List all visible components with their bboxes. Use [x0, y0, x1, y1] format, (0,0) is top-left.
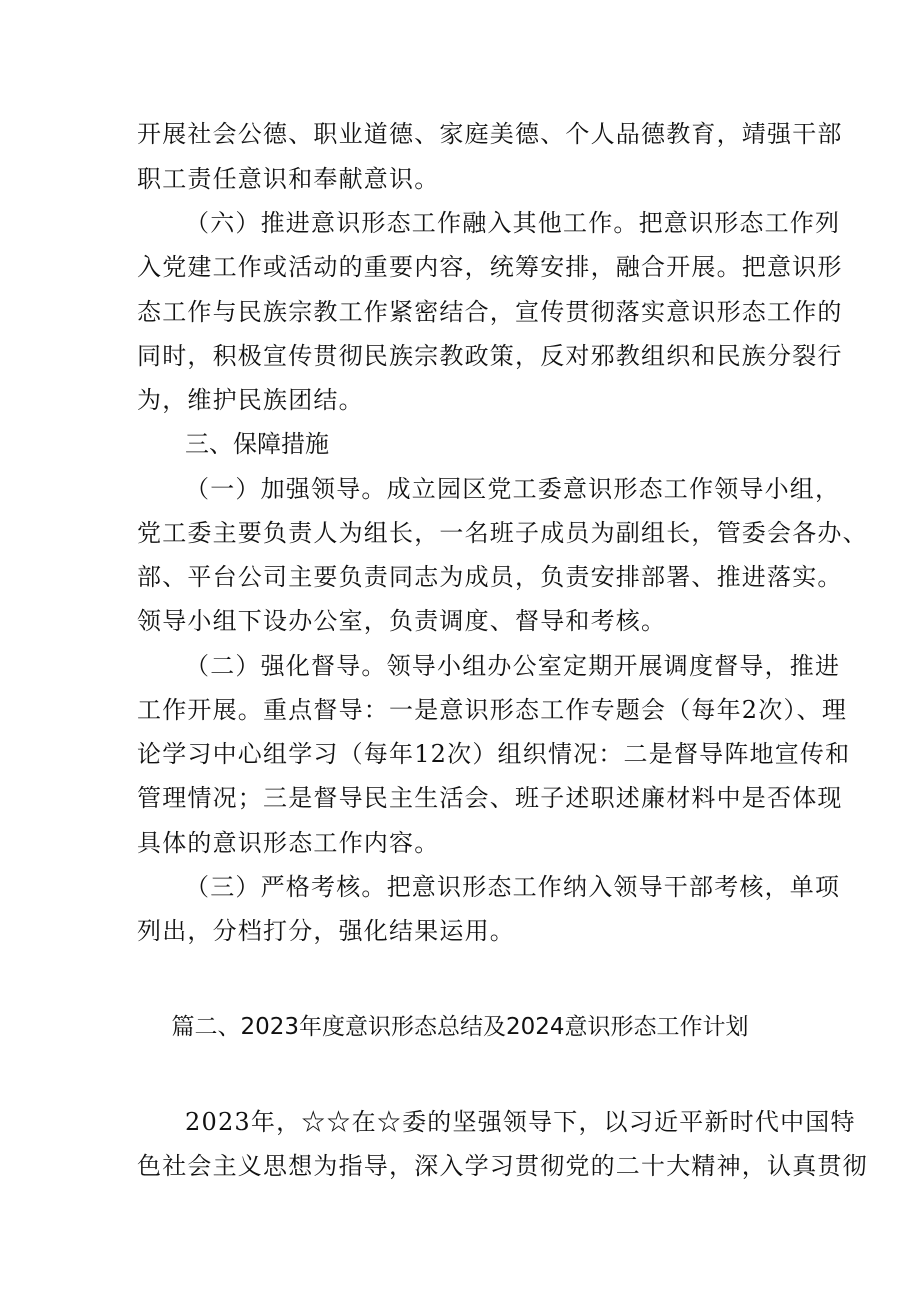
paragraph-line: 管理情况；三是督导民主生活会、班子述职述廉材料中是否体现	[137, 784, 843, 812]
paragraph-line: 列出，分档打分，强化结果运用。	[137, 917, 515, 945]
paragraph-line: 工作开展。重点督导：一是意识形态工作专题会（每年2次）、理	[137, 696, 848, 724]
paragraph-line: 同时，积极宣传贯彻民族宗教政策，反对邪教组织和民族分裂行	[137, 342, 843, 370]
paragraph-line: 为，维护民族团结。	[137, 386, 364, 414]
paragraph-line: （三）严格考核。把意识形态工作纳入领导干部考核，单项	[185, 873, 841, 901]
paragraph-line: 态工作与民族宗教工作紧密结合，宣传贯彻落实意识形态工作的	[137, 298, 843, 326]
paragraph-line: （二）强化督导。领导小组办公室定期开展调度督导，推进	[185, 652, 841, 680]
paragraph-line: 开展社会公德、职业道德、家庭美德、个人品德教育，靖强干部	[137, 120, 843, 148]
paragraph-line: 具体的意识形态工作内容。	[137, 829, 440, 857]
paragraph-line: （一）加强领导。成立园区党工委意识形态工作领导小组，	[185, 475, 841, 503]
paragraph-line: 职工责任意识和奉献意识。	[137, 165, 440, 193]
paragraph-line: （六）推进意识形态工作融入其他工作。把意识形态工作列	[185, 209, 841, 237]
paragraph-line: 论学习中心组学习（每年12次）组织情况：二是督导阵地宣传和	[137, 740, 851, 768]
paragraph-line: 领导小组下设办公室，负责调度、督导和考核。	[137, 607, 667, 635]
paragraph-line: 党工委主要负责人为组长，一名班子成员为副组长，管委会各办、	[137, 519, 868, 547]
paragraph-line: 入党建工作或活动的重要内容，统筹安排，融合开展。把意识形	[137, 253, 843, 281]
part-title: 篇二、2023年度意识形态总结及2024意识形态工作计划	[171, 1014, 749, 1040]
paragraph-line: 部、平台公司主要负责同志为成员，负责安排部署、推进落实。	[137, 563, 843, 591]
paragraph-line: 色社会主义思想为指导，深入学习贯彻党的二十大精神，认真贯彻	[137, 1152, 868, 1180]
section-heading: 三、保障措施	[185, 430, 329, 458]
paragraph-line: 2023年，☆☆在☆委的坚强领导下，以习近平新时代中国特	[185, 1108, 856, 1136]
